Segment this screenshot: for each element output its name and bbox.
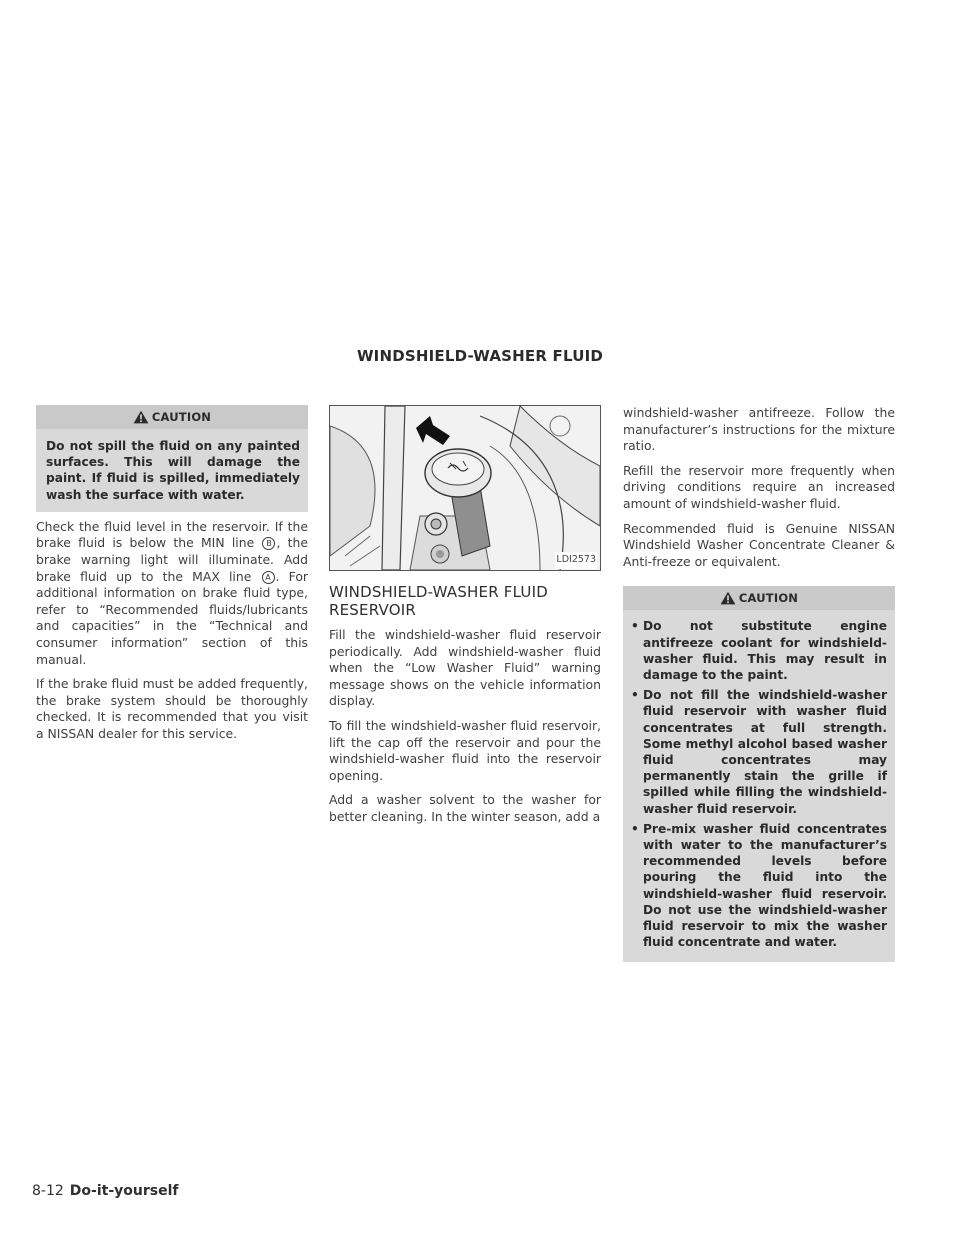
warning-icon [133,410,149,424]
brake-service-paragraph: If the brake fluid must be added frequently, the brake system should be thoroughly checked. It is recommended that you visit a NISSAN dealer for this service. [36,676,308,741]
list-item-text: Do not fill the windshield-washer fluid reservoir with washer fluid concentrates at full strength. Some methyl alcohol based washer fluid concentrates may permanently stain the grille if spilled while filling the windshield-washer fluid reservoir. [643,688,887,816]
caution-label: CAUTION [151,409,212,424]
paragraph: Recommended fluid is Genuine NISSAN Windshield Washer Concentrate Cleaner & Anti-freeze or equivalent. [623,520,895,569]
caution-header [36,405,308,429]
caution-label: CAUTION [738,591,799,606]
list-item-text: Pre-mix washer fluid concentrates with water to the manufacturer’s recommended levels before pouring the fluid into the windshield-washer fluid reservoir. Do not use the windshield-washer fluid reservoir to mix the washer fluid concentrate and water. [643,821,887,950]
brake-fluid-paragraph [36,519,308,668]
paragraph-text: . For additional information on brake fluid type, refer to “Recommended fluids/lubricants and capacities” in the “Technical and consumer information” section of this manual. [36,568,308,667]
page-number: 8-12 [32,1183,64,1199]
caution-text: Do not spill the fluid on any painted surfaces. This will damage the paint. If fluid is spilled, immediately wash the surface with water. [46,439,300,502]
bullet-icon: • [631,688,639,703]
section-heading: WINDSHIELD-WASHER FLUID [356,347,604,365]
paragraph: Add a washer solvent to the washer for better cleaning. In the winter season, add a [329,792,601,824]
list-item [631,618,887,683]
list-item [631,821,887,951]
paragraph-text: , the brake warning light will illuminate. Add brake fluid up to the MAX line [36,535,308,584]
reservoir-figure [329,405,601,571]
caution-list [623,610,895,962]
paragraph: Refill the reservoir more frequently when driving conditions require an increased amount of windshield-washer fluid. [623,462,895,511]
footer-section: Do-it-yourself [69,1183,179,1199]
reservoir-subheading: WINDSHIELD-WASHER FLUID RESERVOIR [329,583,548,619]
marker-a: A [262,571,275,584]
caution-box [623,586,895,962]
column-3 [623,405,895,962]
marker-b: B [262,537,275,550]
caution-header [623,586,895,610]
caution-box [36,405,308,512]
figure-label: LDI2573 [555,552,597,569]
paragraph: Fill the windshield-washer fluid reservoir periodically. Add windshield-washer fluid when the “Low Washer Fluid” warning message shows on the vehicle information display. [329,627,601,709]
list-item [631,687,887,817]
bullet-icon: • [631,821,639,836]
list-item-text: Do not substitute engine antifreeze coolant for windshield-washer fluid. This may result in damage to the paint. [643,619,887,682]
page-footer [32,1183,178,1199]
paragraph-text: Check the fluid level in the reservoir. If the brake fluid is below the MIN line [36,518,308,551]
bullet-icon: • [631,619,639,634]
paragraph: To fill the windshield-washer fluid reservoir, lift the cap off the reservoir and pour the windshield-washer fluid into the reservoir opening. [329,717,601,783]
paragraph: windshield-washer antifreeze. Follow the manufacturer’s instructions for the mixture ratio. [623,405,895,454]
column-1 [36,405,308,751]
column-2 [329,405,601,834]
warning-icon [720,591,736,605]
reservoir-illustration [330,406,600,570]
